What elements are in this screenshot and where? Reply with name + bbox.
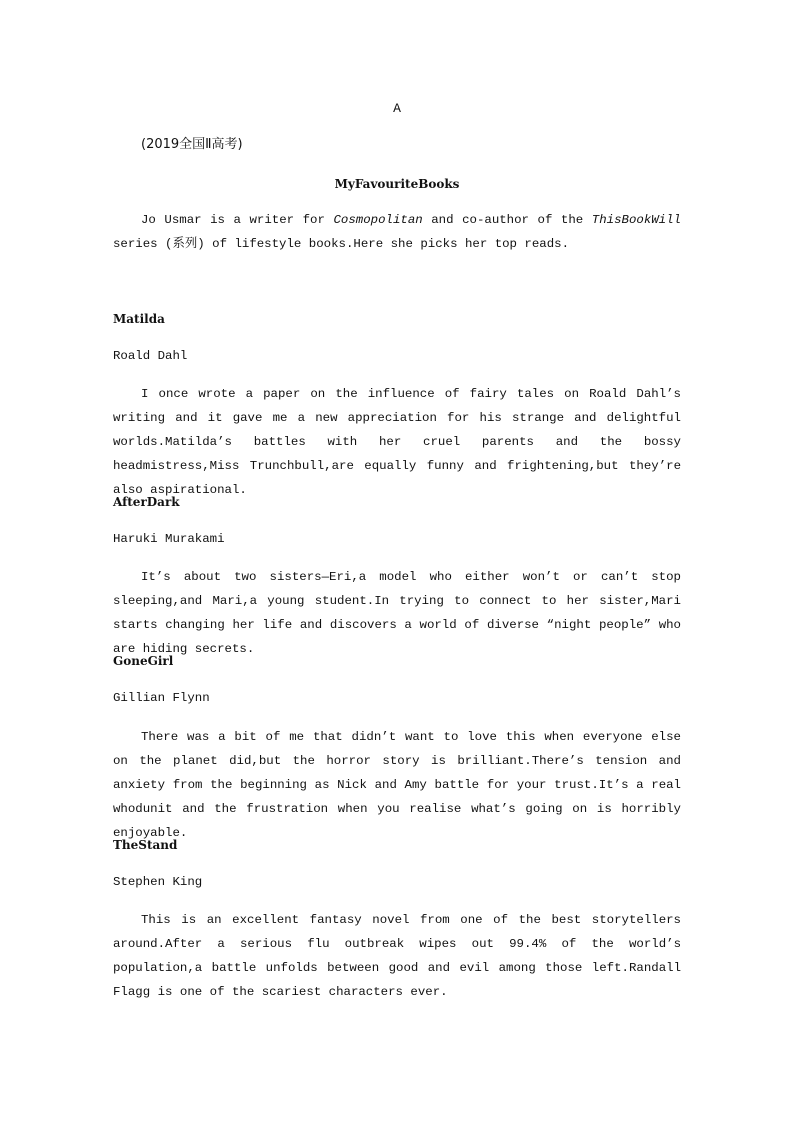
intro-text-1: Jo Usmar is a writer for: [141, 213, 334, 227]
book-review: There was a bit of me that didn’t want to love this when everyone else on the planet did,but the horror story is brilliant.There’s tension and anxiety from the beginning as Nick and Amy battle for your trust.It’s a real whodunit and the frustration when you realise what’s going on is horribly enjoyable.: [113, 730, 681, 840]
magazine-name: Cosmopolitan: [333, 213, 423, 227]
book-author: Gillian Flynn: [113, 691, 210, 705]
intro-paragraph: [113, 208, 681, 256]
article-title: MyFavouriteBooks: [334, 177, 460, 191]
book-review: This is an excellent fantasy novel from one of the best storytellers around.After a serious flu outbreak wipes out 99.4% of the world’s population,a battle unfolds between good and evil among those left.Randall Flagg is one of the scariest characters ever.: [113, 913, 681, 999]
book-title: GoneGirl: [113, 654, 174, 668]
book-title: Matilda: [113, 312, 165, 326]
intro-text-3: series (系列) of lifestyle books.Here she picks her top reads.: [113, 237, 570, 251]
book-title: AfterDark: [113, 495, 180, 509]
document-page: [113, 0, 681, 1123]
book-review: I once wrote a paper on the influence of fairy tales on Roald Dahl’s writing and it gave me a new appreciation for his strange and delightful worlds.Matilda’s battles with her cruel parents and the bossy headmistress,Miss Trunchbull,are equally funny and frightening,but they’re also aspirational.: [113, 387, 681, 497]
book-review: It’s about two sisters—Eri,a model who either won’t or can’t stop sleeping,and Mari,a young student.In trying to connect to her sister,Mari starts changing her life and discovers a world of diverse “night people” who are hiding secrets.: [113, 570, 681, 656]
book-author: Roald Dahl: [113, 349, 188, 363]
book-author: Stephen King: [113, 875, 203, 889]
exam-source: (2019全国Ⅱ高考): [141, 137, 243, 152]
book-title: TheStand: [113, 838, 178, 852]
intro-text-2: and co-author of the: [422, 213, 592, 227]
book-author: Haruki Murakami: [113, 532, 225, 546]
section-letter: A: [393, 101, 401, 116]
series-name: ThisBookWill: [591, 213, 681, 227]
